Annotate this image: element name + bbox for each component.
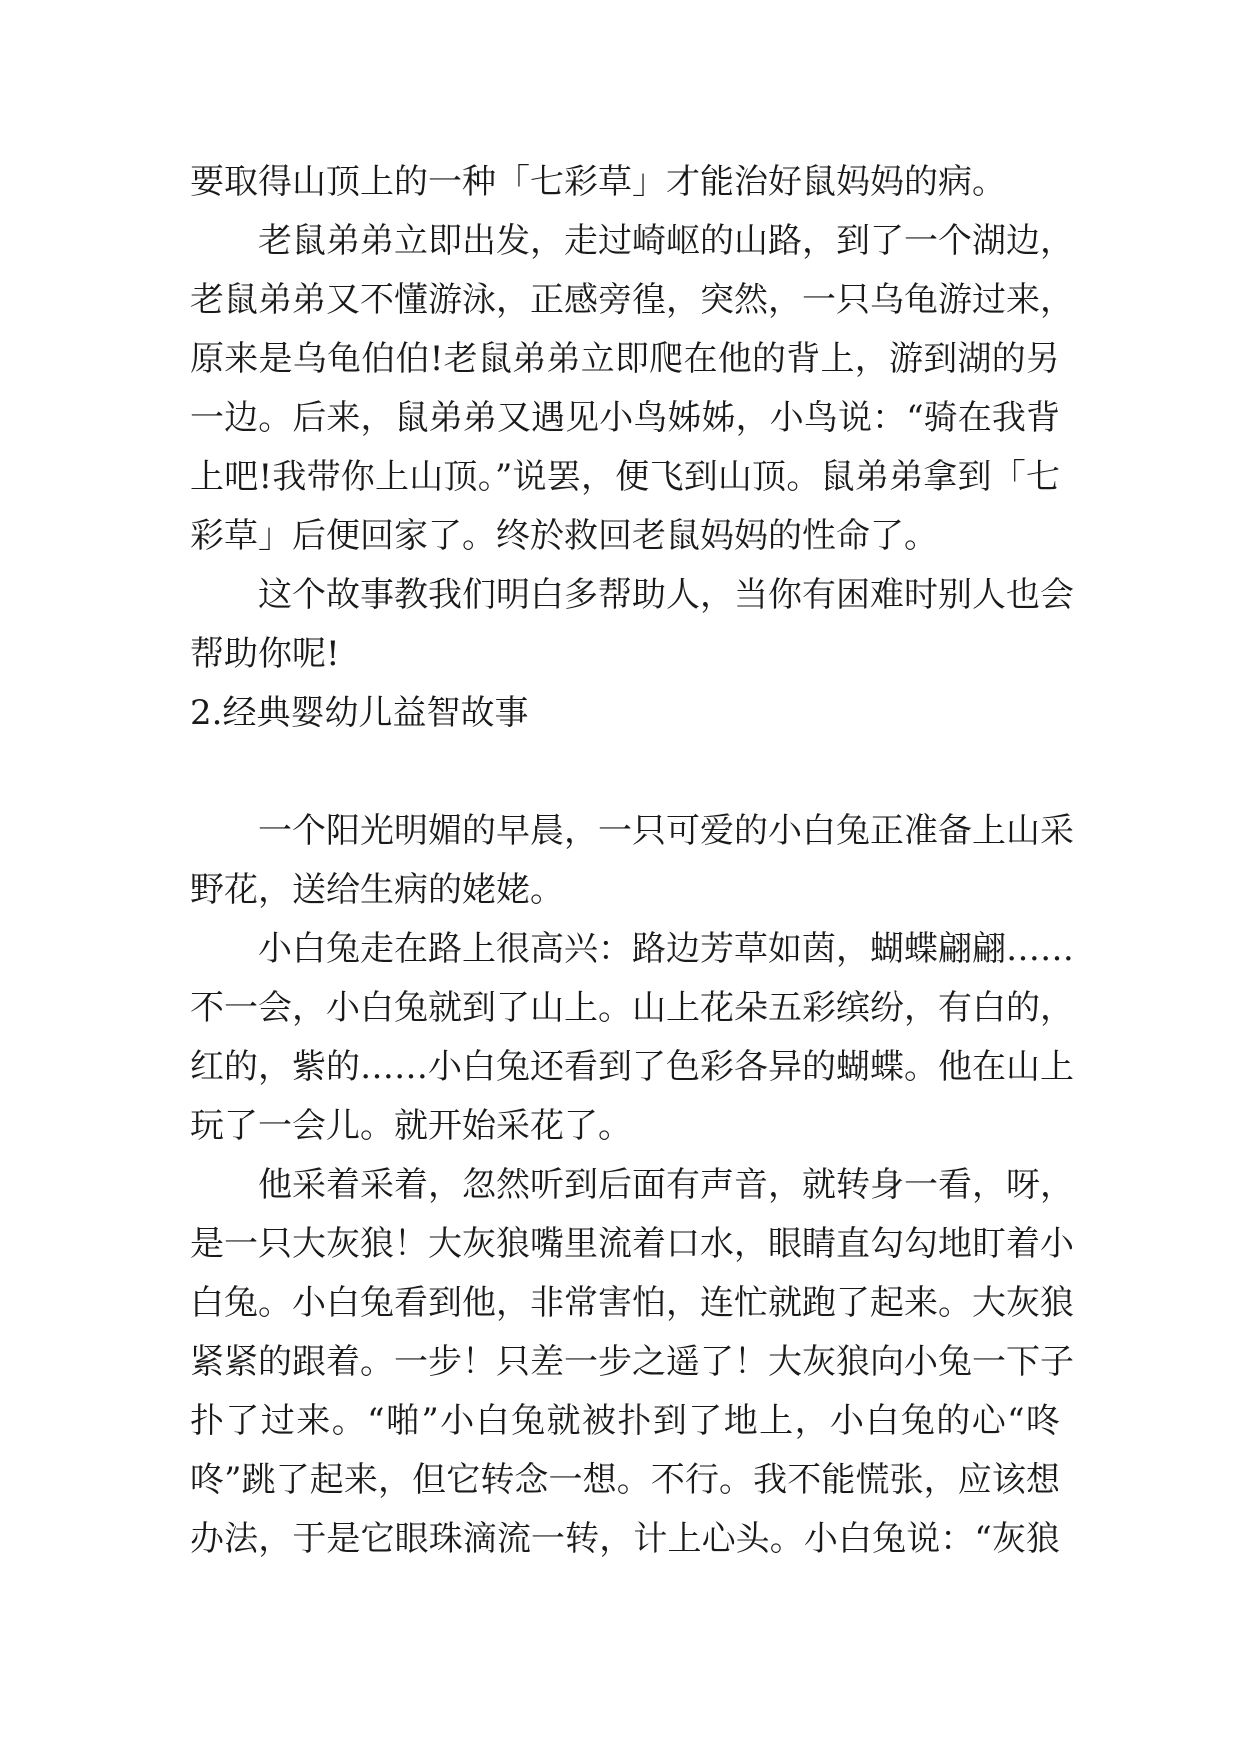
paragraph-first-line: 一个阳光明媚的早晨，一只可爱的小白兔正准备上山采 <box>258 811 1074 851</box>
text-line: 上吧!我带你上山顶。”说罢，便飞到山顶。鼠弟弟拿到「七 <box>190 457 1060 497</box>
text-line: 是一只大灰狼！大灰狼嘴里流着口水，眼睛直勾勾地盯着小 <box>190 1224 1074 1264</box>
text-line: 红的，紫的……小白兔还看到了色彩各异的蝴蝶。他在山上 <box>190 1047 1074 1087</box>
text-line: 老鼠弟弟又不懂游泳，正感旁徨，突然，一只乌龟游过来， <box>190 280 1074 320</box>
text-line: 不一会，小白兔就到了山上。山上花朵五彩缤纷，有白的， <box>190 988 1074 1028</box>
body-text <box>190 153 1074 1569</box>
text-line: 一边。后来，鼠弟弟又遇见小鸟姊姊，小鸟说：“骑在我背 <box>190 398 1060 438</box>
text-line: 办法，于是它眼珠滴流一转，计上心头。小白兔说：“灰狼 <box>190 1519 1060 1559</box>
paragraph-first-line: 他采着采着，忽然听到后面有声音，就转身一看，呀， <box>258 1165 1074 1205</box>
text-line: 原来是乌龟伯伯!老鼠弟弟立即爬在他的背上，游到湖的另 <box>190 339 1060 379</box>
text-line: 帮助你呢! <box>190 634 340 674</box>
text-line: 扑了过来。“啪”小白兔就被扑到了地上，小白兔的心“咚 <box>190 1401 1060 1441</box>
text-line: 要取得山顶上的一种「七彩草」才能治好鼠妈妈的病。 <box>190 162 1006 202</box>
text-line: 咚”跳了起来，但它转念一想。不行。我不能慌张，应该想 <box>190 1460 1060 1500</box>
text-line: 紧紧的跟着。一步！只差一步之遥了！大灰狼向小兔一下子 <box>190 1342 1074 1382</box>
text-line: 白兔。小白兔看到他，非常害怕，连忙就跑了起来。大灰狼 <box>190 1283 1074 1323</box>
paragraph-first-line: 小白兔走在路上很高兴：路边芳草如茵，蝴蝶翩翩…… <box>258 929 1074 969</box>
text-line: 玩了一会儿。就开始采花了。 <box>190 1106 632 1146</box>
paragraph-first-line: 这个故事教我们明白多帮助人，当你有困难时别人也会 <box>258 575 1074 615</box>
blank-line <box>190 743 1060 802</box>
text-line: 野花，送给生病的姥姥。 <box>190 870 564 910</box>
paragraph-first-line: 老鼠弟弟立即出发，走过崎岖的山路，到了一个湖边， <box>258 221 1074 261</box>
section-heading: 2.经典婴幼儿益智故事 <box>190 693 529 733</box>
text-line: 彩草」后便回家了。终於救回老鼠妈妈的性命了。 <box>190 516 938 556</box>
